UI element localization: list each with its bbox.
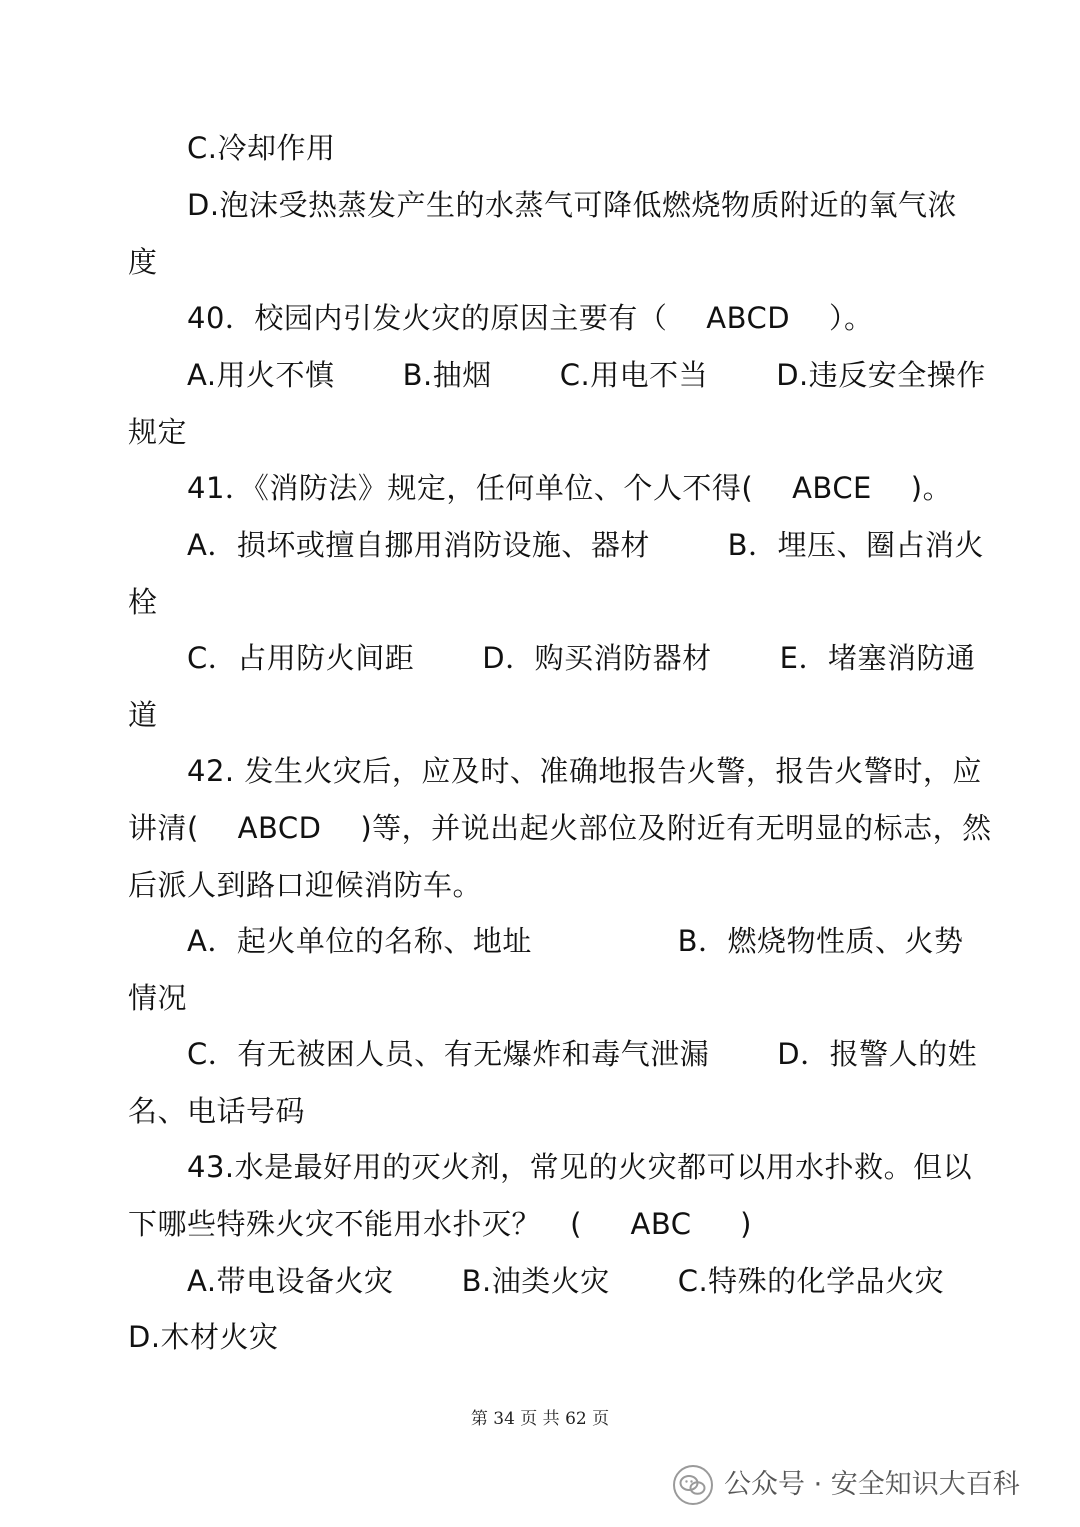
page-number: 第 34 页 共 62 页: [470, 1409, 610, 1429]
question-40-options-continuation: 规定: [128, 415, 188, 449]
question-42-continuation: 讲清( ABCD )等，并说出起火部位及附近有无明显的标志，然: [128, 811, 992, 845]
question-42-continuation: 后派人到路口迎候消防车。: [128, 868, 483, 902]
question-42-options-continuation: 名、电话号码: [128, 1094, 306, 1128]
option-line: C.冷却作用: [187, 131, 336, 165]
question-41-options-continuation: 道: [128, 698, 158, 732]
question-40-options: A.用火不慎 B.抽烟 C.用电不当 D.违反安全操作: [187, 358, 986, 392]
question-42-options: C．有无被困人员、有无爆炸和毒气泄漏 D．报警人的姓: [187, 1037, 978, 1071]
question-40: 40．校园内引发火灾的原因主要有（ ABCD ）。: [187, 301, 874, 335]
option-line-continuation: 度: [128, 245, 158, 279]
watermark: [672, 1463, 1020, 1507]
question-43-continuation: 下哪些特殊火灾不能用水扑灭？ ( ABC ): [128, 1207, 752, 1241]
question-42-options-continuation: 情况: [128, 981, 188, 1015]
question-43: 43.水是最好用的灭火剂，常见的火灾都可以用水扑救。但以: [187, 1150, 973, 1184]
question-42-options: A．起火单位的名称、地址 B．燃烧物性质、火势: [187, 924, 964, 958]
wechat-official-account-icon: [672, 1464, 714, 1506]
question-41-options: A．损坏或擅自挪用消防设施、器材 B．埋压、圈占消火: [187, 528, 984, 562]
watermark-text: 公众号 · 安全知识大百科: [724, 1469, 1020, 1500]
question-41-options: C．占用防火间距 D．购买消防器材 E．堵塞消防通: [187, 641, 976, 675]
question-42: 42. 发生火灾后，应及时、准确地报告火警，报告火警时，应: [187, 754, 982, 788]
question-41: 41．《消防法》规定，任何单位、个人不得( ABCE )。: [187, 471, 953, 505]
option-line: D.泡沫受热蒸发产生的水蒸气可降低燃烧物质附近的氧气浓: [187, 188, 958, 222]
question-43-options-continuation: D.木材火灾: [128, 1320, 279, 1354]
question-43-options: A.带电设备火灾 B.油类火灾 C.特殊的化学品火灾: [187, 1264, 945, 1298]
question-41-options-continuation: 栓: [128, 585, 158, 619]
